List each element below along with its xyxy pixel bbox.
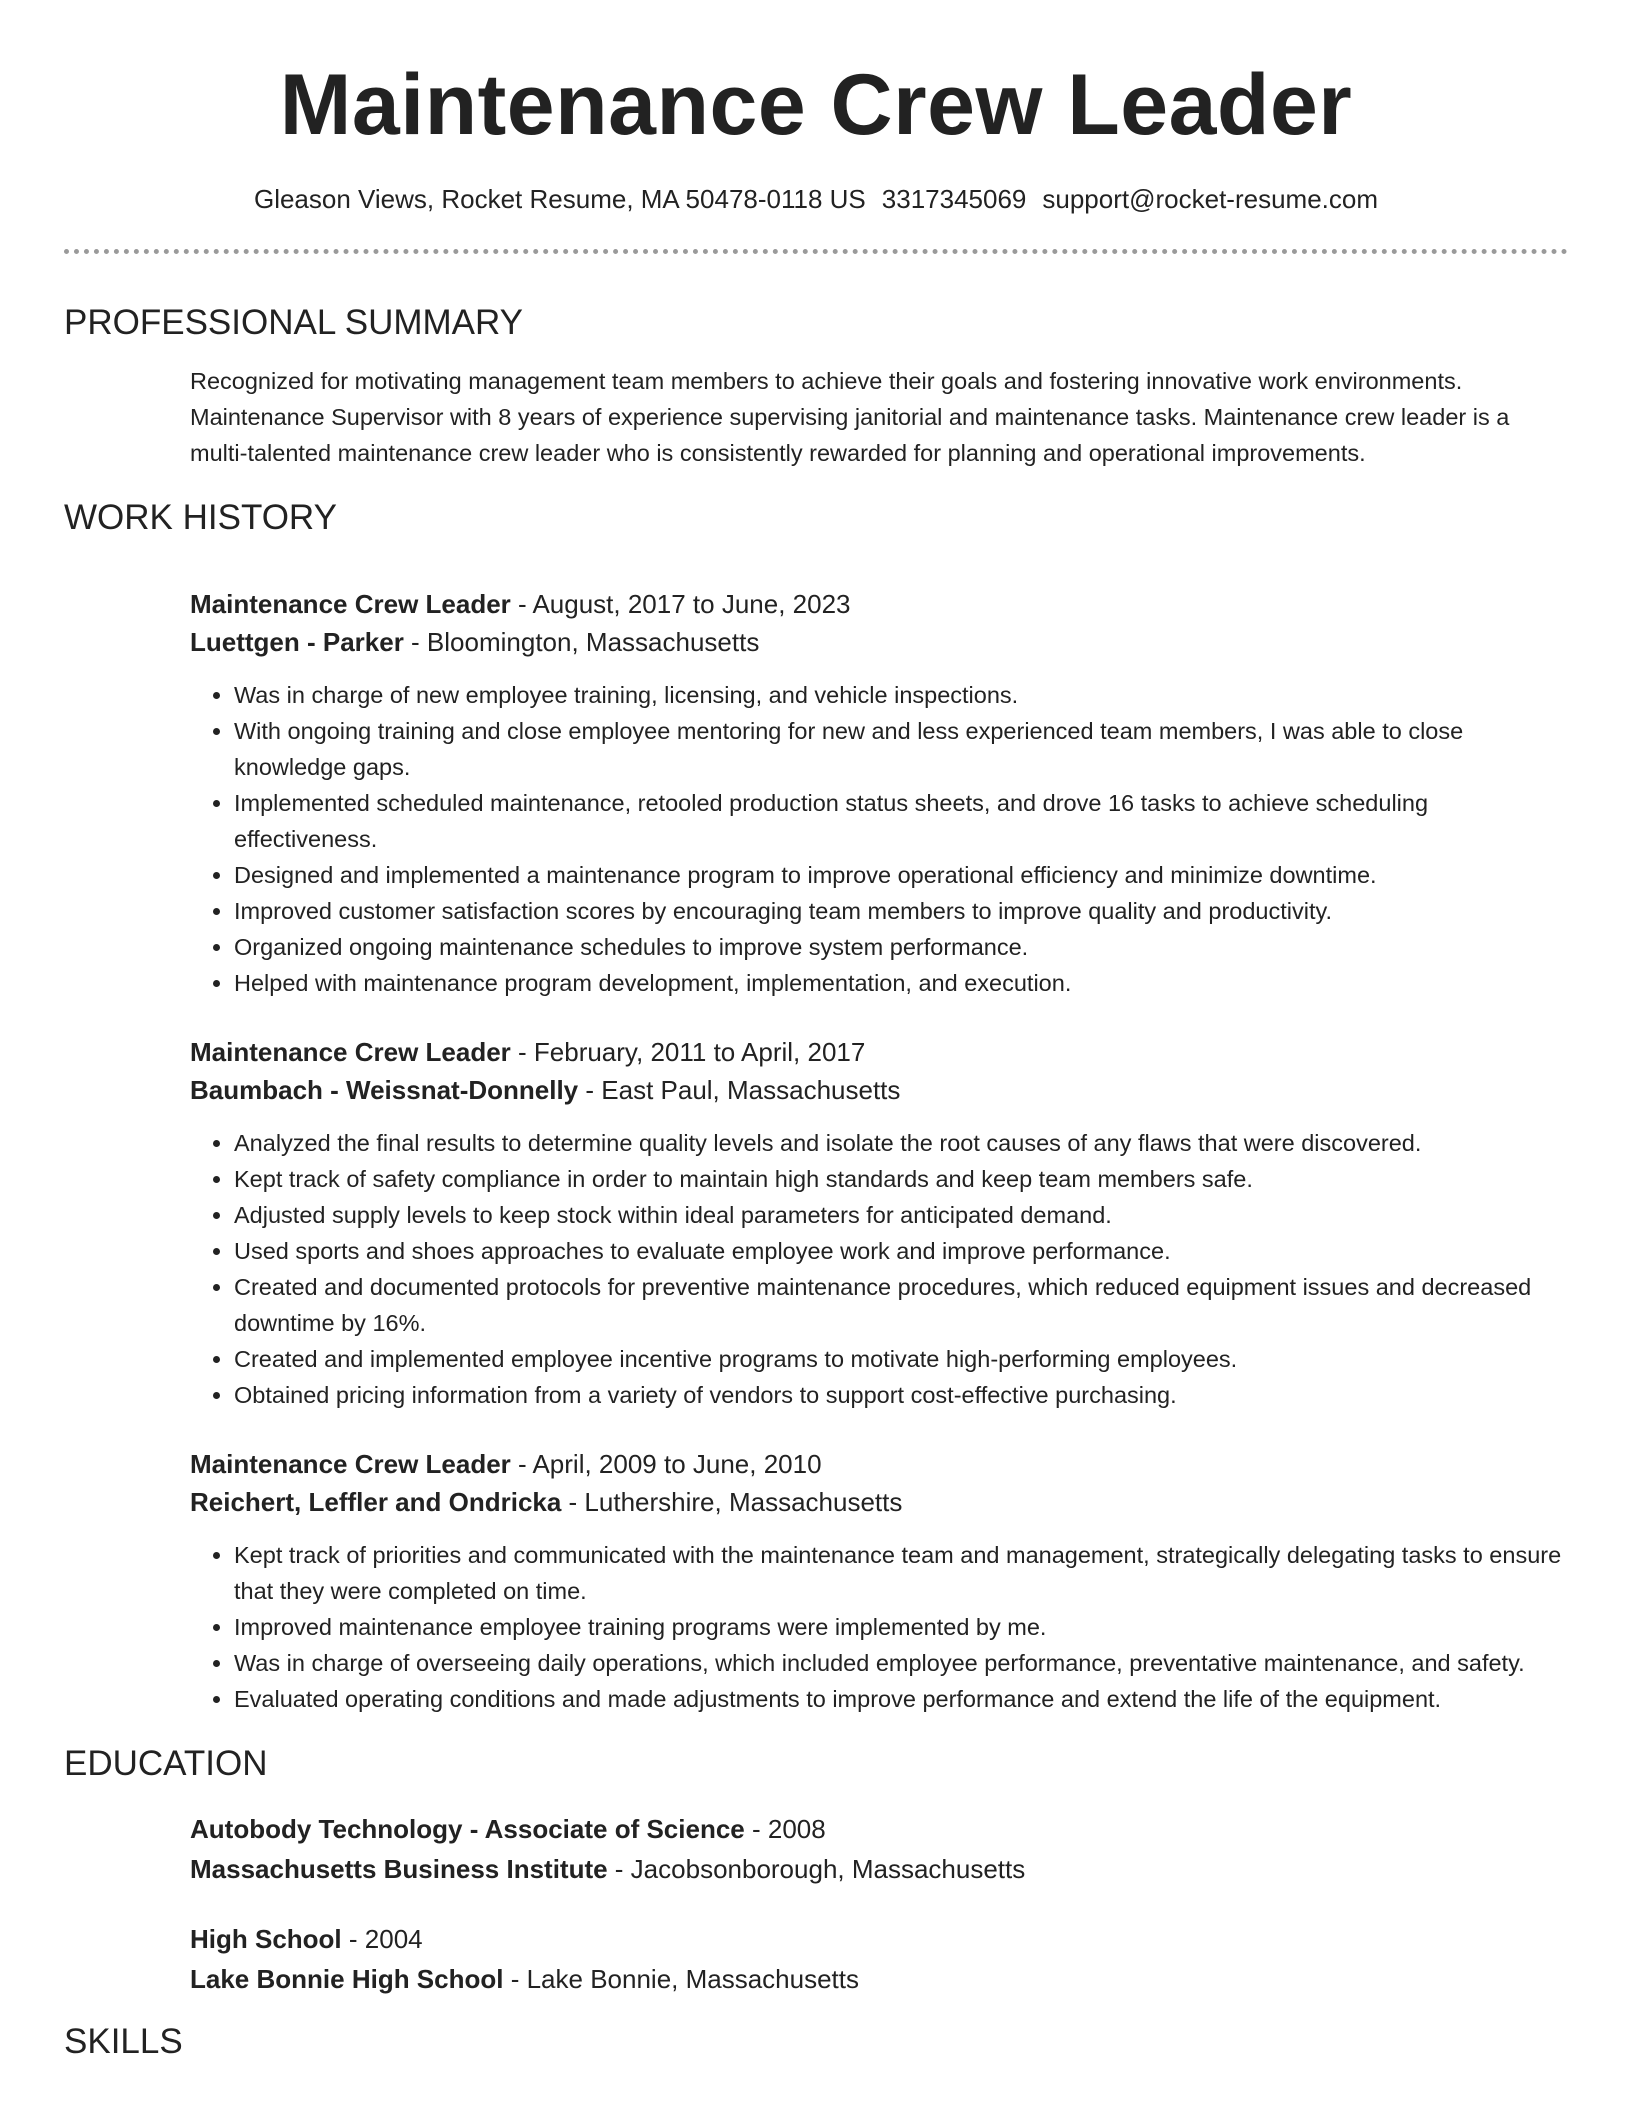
contact-line (64, 184, 1568, 215)
section-title-education: EDUCATION (64, 1744, 268, 1784)
job-location: - Bloomington, Massachusetts (403, 627, 760, 658)
job-title-line (190, 1033, 1568, 1071)
job-entry (190, 1033, 1568, 1413)
job-bullet: • Implemented scheduled maintenance, retooled production status sheets, and drove 16 tasks to achieve scheduling effectiveness. (234, 785, 1568, 857)
job-bullet: • Analyzed the final results to determine quality levels and isolate the root causes of any flaws that were discovered. (234, 1125, 1568, 1161)
education-degree-line (190, 1919, 1568, 1959)
resume-name: Maintenance Crew Leader (279, 57, 1353, 153)
education-school: Lake Bonnie High School (190, 1964, 504, 1995)
job-company-line (190, 623, 1568, 661)
job-bullet: • Kept track of priorities and communicated with the maintenance team and management, strategically delegating tasks to ensure that they were completed on time. (234, 1537, 1568, 1609)
education-school: Massachusetts Business Institute (190, 1854, 608, 1885)
job-company-line (190, 1483, 1568, 1521)
job-bullet: • Created and documented protocols for preventive maintenance procedures, which reduced equipment issues and decreased downtime by 16%. (234, 1269, 1568, 1341)
contact-phone: 3317345069 (881, 184, 1027, 214)
job-bullet: • Designed and implemented a maintenance program to improve operational efficiency and minimize downtime. (234, 857, 1568, 893)
work-history-section (64, 585, 1568, 1717)
job-bullets (190, 677, 1568, 1001)
job-bullet: • Created and implemented employee incentive programs to motivate high-performing employees. (234, 1341, 1568, 1377)
job-location: - East Paul, Massachusetts (578, 1075, 901, 1106)
job-bullet: • Helped with maintenance program development, implementation, and execution. (234, 965, 1568, 1001)
education-entry (190, 1919, 1568, 1999)
education-school-line (190, 1849, 1568, 1889)
job-title-line (190, 585, 1568, 623)
contact-address: Gleason Views, Rocket Resume, MA 50478-0118 US (253, 184, 866, 214)
job-company: Baumbach - Weissnat-Donnelly (190, 1075, 579, 1106)
job-entry (190, 585, 1568, 1001)
summary-section (64, 363, 1568, 471)
job-role: Maintenance Crew Leader (190, 1449, 511, 1480)
job-bullets (190, 1125, 1568, 1413)
education-degree: High School (190, 1924, 342, 1955)
job-bullet: • Was in charge of overseeing daily operations, which included employee performance, preventative maintenance, and safety. (234, 1645, 1568, 1681)
job-company: Luettgen - Parker (190, 627, 404, 658)
job-bullet: • Improved customer satisfaction scores by encouraging team members to improve quality and productivity. (234, 893, 1568, 929)
job-dates: - February, 2011 to April, 2017 (510, 1037, 866, 1068)
section-title-summary: PROFESSIONAL SUMMARY (64, 303, 523, 343)
job-bullet: • Improved maintenance employee training programs were implemented by me. (234, 1609, 1568, 1645)
resume-page (64, 0, 1568, 2063)
header-divider (64, 249, 1568, 254)
job-bullet: • Obtained pricing information from a variety of vendors to support cost-effective purchasing. (234, 1377, 1568, 1413)
job-bullet: • Kept track of safety compliance in order to maintain high standards and keep team members safe. (234, 1161, 1568, 1197)
contact-email: support@rocket-resume.com (1042, 184, 1379, 214)
education-location: - Jacobsonborough, Massachusetts (607, 1854, 1026, 1885)
education-degree-line (190, 1809, 1568, 1849)
job-bullet: • Adjusted supply levels to keep stock within ideal parameters for anticipated demand. (234, 1197, 1568, 1233)
job-entry (190, 1445, 1568, 1717)
job-role: Maintenance Crew Leader (190, 589, 511, 620)
section-title-work-history: WORK HISTORY (64, 498, 337, 538)
job-location: - Luthershire, Massachusetts (561, 1487, 903, 1518)
job-bullets (190, 1537, 1568, 1717)
education-year: - 2008 (744, 1814, 826, 1845)
job-bullet: • With ongoing training and close employee mentoring for new and less experienced team members, I was able to close knowledge gaps. (234, 713, 1568, 785)
job-bullet: • Organized ongoing maintenance schedules to improve system performance. (234, 929, 1568, 965)
job-bullet: • Used sports and shoes approaches to evaluate employee work and improve performance. (234, 1233, 1568, 1269)
job-bullet: • Evaluated operating conditions and made adjustments to improve performance and extend the life of the equipment. (234, 1681, 1568, 1717)
education-year: - 2004 (341, 1924, 423, 1955)
summary-text: Recognized for motivating management team members to achieve their goals and fostering innovative work environments. Maintenance Supervisor with 8 years of experience supervising janitorial and maintenance tasks. Maintenance crew leader is a multi-talented maintenance crew leader who is consistently rewarded for planning and operational improvements. (190, 368, 1510, 467)
job-dates: - August, 2017 to June, 2023 (510, 589, 851, 620)
job-company: Reichert, Leffler and Ondricka (190, 1487, 562, 1518)
education-section (64, 1809, 1568, 1999)
education-degree: Autobody Technology - Associate of Science (190, 1814, 745, 1845)
education-location: - Lake Bonnie, Massachusetts (503, 1964, 860, 1995)
education-entry (190, 1809, 1568, 1889)
job-role: Maintenance Crew Leader (190, 1037, 511, 1068)
job-company-line (190, 1071, 1568, 1109)
section-title-skills: SKILLS (64, 2022, 183, 2062)
job-title-line (190, 1445, 1568, 1483)
education-school-line (190, 1959, 1568, 1999)
job-dates: - April, 2009 to June, 2010 (510, 1449, 822, 1480)
job-bullet: • Was in charge of new employee training, licensing, and vehicle inspections. (234, 677, 1568, 713)
